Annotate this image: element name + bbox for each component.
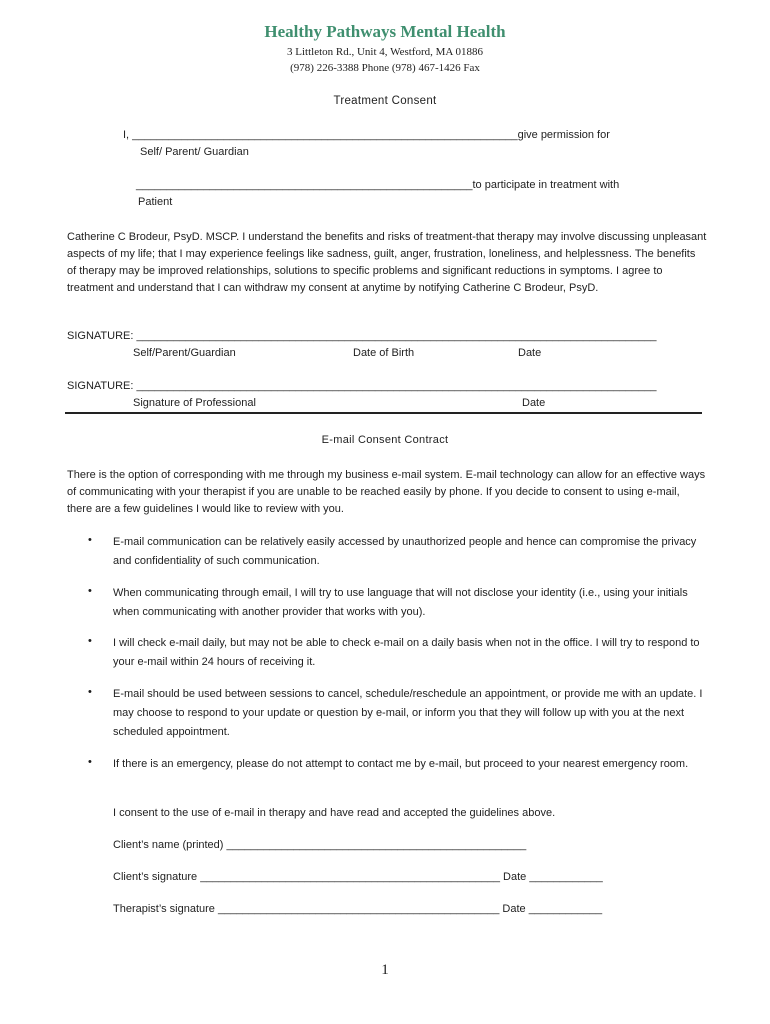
guideline-item: E-mail communication can be relatively easily accessed by unauthorized people and hence can compromise the privacy and confidentiality of such communication. xyxy=(113,536,697,567)
guideline-item: When communicating through email, I will try to use language that will not disclose your identity (i.e., using your initials when communicating with another provider that works with you). xyxy=(113,587,688,618)
organization-address: 3 Littleton Rd., Unit 4, Westford, MA 01886 xyxy=(287,46,483,58)
bullet-icon: • xyxy=(88,635,92,647)
guideline-item: If there is an emergency, please do not attempt to contact me by e-mail, but proceed to your nearest emergency room. xyxy=(113,758,689,770)
bullet-icon: • xyxy=(88,534,92,546)
client-signature-field[interactable]: Client’s signature _________________________________________________ Date ____________ xyxy=(113,871,603,883)
page-number: 1 xyxy=(381,962,389,978)
bullet-icon: • xyxy=(88,686,92,698)
guideline-item: I will check e-mail daily, but may not be able to check e-mail on a daily basis when not in the office. I will try to respond to your e-mail within 24 hours of receiving it. xyxy=(113,637,700,668)
signature-label-guardian: Self/Parent/Guardian xyxy=(133,347,236,359)
signature-label-date: Date xyxy=(518,347,542,359)
organization-phone-fax: (978) 226-3388 Phone (978) 467-1426 Fax xyxy=(290,62,480,74)
email-consent-statement: I consent to the use of e-mail in therapy and have read and accepted the guidelines above. xyxy=(113,807,556,819)
bullet-icon: • xyxy=(88,756,92,768)
therapist-signature-field[interactable]: Therapist’s signature ______________________________________________ Date ____________ xyxy=(113,903,603,915)
treatment-consent-body: Catherine C Brodeur, PsyD. MSCP. I understand the benefits and risks of treatment-that therapy may involve discussing unpleasant aspects of my life; that I may experience feelings like sadness, guilt, anger, frustration, loneliness, and helplessness. The benefits of therapy may be improved relationships, solutions to specific problems and significant reductions in symptoms. I agree to treatment and understand that I can withdraw my consent at anytime by notifying Catherine C Brodeur, PsyD. xyxy=(67,231,707,294)
guardian-caption: Self/ Parent/ Guardian xyxy=(140,146,249,158)
patient-caption: Patient xyxy=(138,196,173,208)
signature-label-dob: Date of Birth xyxy=(353,347,415,359)
email-consent-title: E-mail Consent Contract xyxy=(321,434,449,446)
signature-label-professional: Signature of Professional xyxy=(133,397,256,409)
bullet-icon: • xyxy=(88,585,92,597)
patient-name-line[interactable]: _______________________________________________________to participate in treatment with xyxy=(136,179,620,191)
email-consent-intro: There is the option of corresponding with me through my business e-mail system. E-mail technology can allow for an effective ways of communicating with your therapist if you are unable to be reached easily by phone. If you decide to consent to using e-mail, there are a few guidelines I would like to review with you. xyxy=(67,469,706,515)
signature-label-professional-date: Date xyxy=(522,397,546,409)
signature-line-guardian[interactable]: SIGNATURE: _____________________________________________________________________________________ xyxy=(67,330,657,342)
signature-line-professional[interactable]: SIGNATURE: _____________________________________________________________________________________ xyxy=(67,380,657,392)
organization-name: Healthy Pathways Mental Health xyxy=(264,22,506,41)
client-name-field[interactable]: Client’s name (printed) _________________________________________________ xyxy=(113,839,527,851)
treatment-consent-title: Treatment Consent xyxy=(333,95,437,107)
section-divider xyxy=(65,412,702,414)
guideline-item: E-mail should be used between sessions to cancel, schedule/reschedule an appointment, or provide me with an update. I may choose to respond to your update or question by e-mail, or inform you that they will follow up with you at the next scheduled appointment. xyxy=(113,688,703,738)
consent-name-line[interactable]: I, _______________________________________________________________give permission for xyxy=(123,129,610,141)
